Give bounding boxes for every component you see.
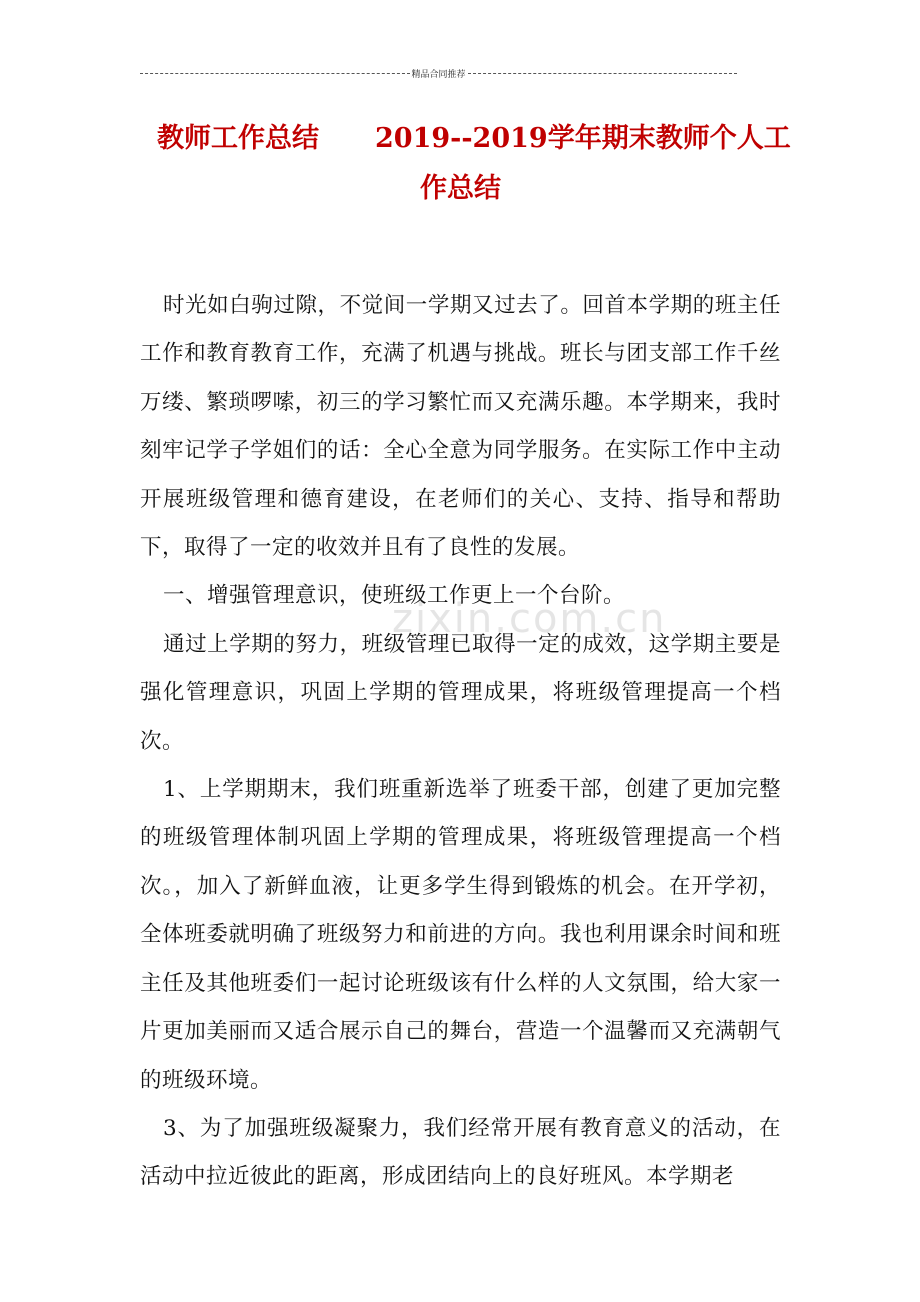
paragraph: 3、为了加强班级凝聚力，我们经常开展有教育意义的活动，在活动中拉近彼此的距离，形成团结向上的良好班风。本学期老 bbox=[140, 1115, 781, 1190]
page-header bbox=[140, 66, 737, 80]
watermark: zixin.com.cn bbox=[392, 596, 667, 642]
title-part-3: 作总结 bbox=[420, 173, 501, 204]
paragraph: 1、上学期期末，我们班重新选举了班委干部，创建了更加完整的班级管理体制巩固上学期的管理成果，将班级管理提高一个档次。，加入了新鲜血液，让更多学生得到锻炼的机会。在开学初，全体班委就明确了班级努力和前进的方向。我也利用课余时间和班主任及其他班委们一起讨论班级该有什么样的人文氛围，给大家一片更加美丽而又适合展示自己的舞台，营造一个温馨而又充满朝气的班级环境。 bbox=[140, 777, 781, 1093]
paragraph: 时光如白驹过隙，不觉间一学期又过去了。回首本学期的班主任工作和教育教育工作，充满了机遇与挑战。班长与团支部工作千丝万缕、繁琐啰嗦，初三的学习繁忙而又充满乐趣。本学期来，我时刻牢记学子学姐们的话：全心全意为同学服务。在实际工作中主动开展班级管理和德育建设，在老师们的关心、支持、指导和帮助下，取得了一定的收效并且有了良性的发展。 bbox=[140, 293, 781, 561]
header-dash-right bbox=[468, 73, 738, 74]
header-label: 精品合同推荐 bbox=[411, 69, 466, 80]
title-part-1: 教师工作总结 bbox=[157, 123, 319, 154]
section-heading: 一、增强管理意识，使班级工作更上一个台阶。 bbox=[163, 583, 626, 609]
document-body bbox=[140, 282, 781, 1202]
title-part-2: 2019--2019学年期末教师个人工 bbox=[375, 123, 791, 154]
paragraph: 通过上学期的努力，班级管理已取得一定的成效，这学期主要是强化管理意识，巩固上学期的管理成果，将班级管理提高一个档次。 bbox=[140, 631, 781, 754]
header-dash-left bbox=[140, 73, 410, 74]
